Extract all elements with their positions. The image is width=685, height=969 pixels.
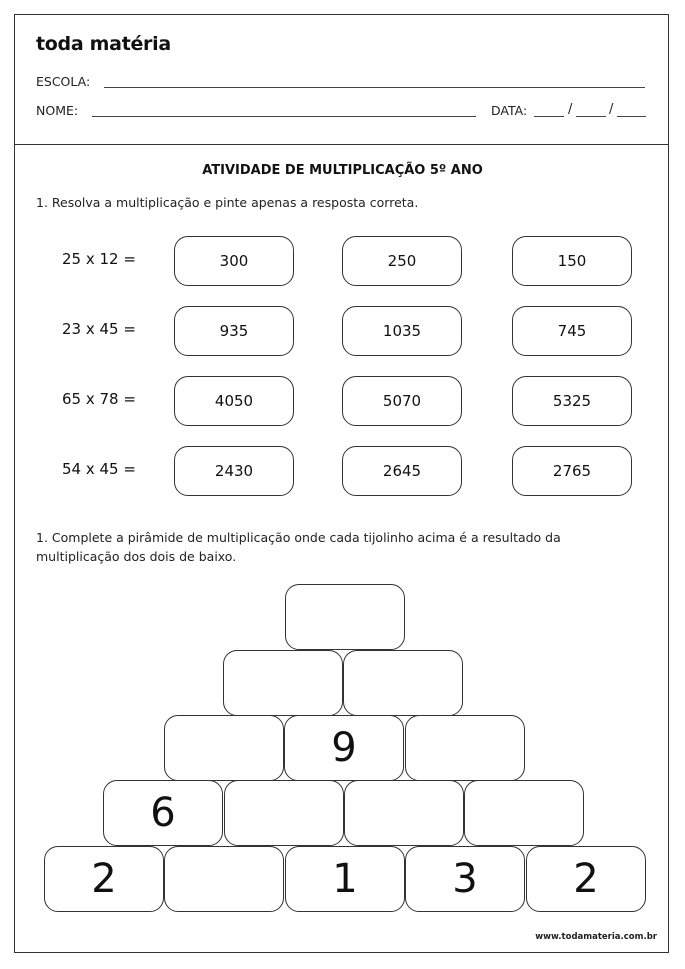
date-separator: / — [609, 102, 614, 117]
header-divider — [14, 144, 669, 145]
answer-option-4-3[interactable]: 2765 — [512, 446, 632, 496]
pyramid-brick-4-4[interactable] — [464, 780, 584, 846]
pyramid-brick-3-3[interactable] — [405, 715, 525, 781]
pyramid-brick-2-2[interactable] — [343, 650, 463, 716]
brand-logo: toda matéria — [36, 33, 171, 55]
answer-option-4-2[interactable]: 2645 — [342, 446, 462, 496]
school-field[interactable] — [104, 87, 645, 88]
equation-row-4: 54 x 45 = — [62, 460, 136, 478]
question2-instruction-line1: 1. Complete a pirâmide de multiplicação onde cada tijolinho acima é a resultado da — [36, 530, 561, 545]
answer-option-2-1[interactable]: 935 — [174, 306, 294, 356]
name-label: NOME: — [36, 103, 79, 118]
date-label: DATA: — [491, 103, 528, 118]
answer-option-4-1[interactable]: 2430 — [174, 446, 294, 496]
equation-row-1: 25 x 12 = — [62, 250, 136, 268]
pyramid-brick-2-1[interactable] — [223, 650, 343, 716]
pyramid-brick-5-3[interactable]: 1 — [285, 846, 405, 912]
answer-option-1-3[interactable]: 150 — [512, 236, 632, 286]
pyramid-brick-5-2[interactable] — [164, 846, 284, 912]
date-separator: / — [568, 102, 573, 117]
answer-option-3-2[interactable]: 5070 — [342, 376, 462, 426]
answer-option-2-3[interactable]: 745 — [512, 306, 632, 356]
answer-option-3-1[interactable]: 4050 — [174, 376, 294, 426]
date-year-field[interactable] — [617, 116, 646, 117]
pyramid-brick-4-2[interactable] — [224, 780, 344, 846]
pyramid-brick-5-1[interactable]: 2 — [44, 846, 164, 912]
answer-option-3-3[interactable]: 5325 — [512, 376, 632, 426]
answer-option-1-1[interactable]: 300 — [174, 236, 294, 286]
answer-option-1-2[interactable]: 250 — [342, 236, 462, 286]
activity-title: ATIVIDADE DE MULTIPLICAÇÃO 5º ANO — [202, 163, 483, 178]
website-url: www.todamateria.com.br — [535, 932, 657, 942]
answer-option-2-2[interactable]: 1035 — [342, 306, 462, 356]
question1-instruction: 1. Resolva a multiplicação e pinte apenas a resposta correta. — [36, 195, 419, 210]
date-month-field[interactable] — [576, 116, 606, 117]
name-field[interactable] — [92, 116, 476, 117]
equation-row-2: 23 x 45 = — [62, 320, 136, 338]
pyramid-brick-4-3[interactable] — [344, 780, 464, 846]
date-day-field[interactable] — [534, 116, 564, 117]
pyramid-brick-3-2[interactable]: 9 — [284, 715, 404, 781]
equation-row-3: 65 x 78 = — [62, 390, 136, 408]
pyramid-brick-5-4[interactable]: 3 — [405, 846, 525, 912]
pyramid-brick-1-1[interactable] — [285, 584, 405, 650]
pyramid-brick-3-1[interactable] — [164, 715, 284, 781]
school-label: ESCOLA: — [36, 74, 91, 89]
question2-instruction-line2: multiplicação dos dois de baixo. — [36, 549, 237, 564]
pyramid-brick-5-5[interactable]: 2 — [526, 846, 646, 912]
pyramid-brick-4-1[interactable]: 6 — [103, 780, 223, 846]
